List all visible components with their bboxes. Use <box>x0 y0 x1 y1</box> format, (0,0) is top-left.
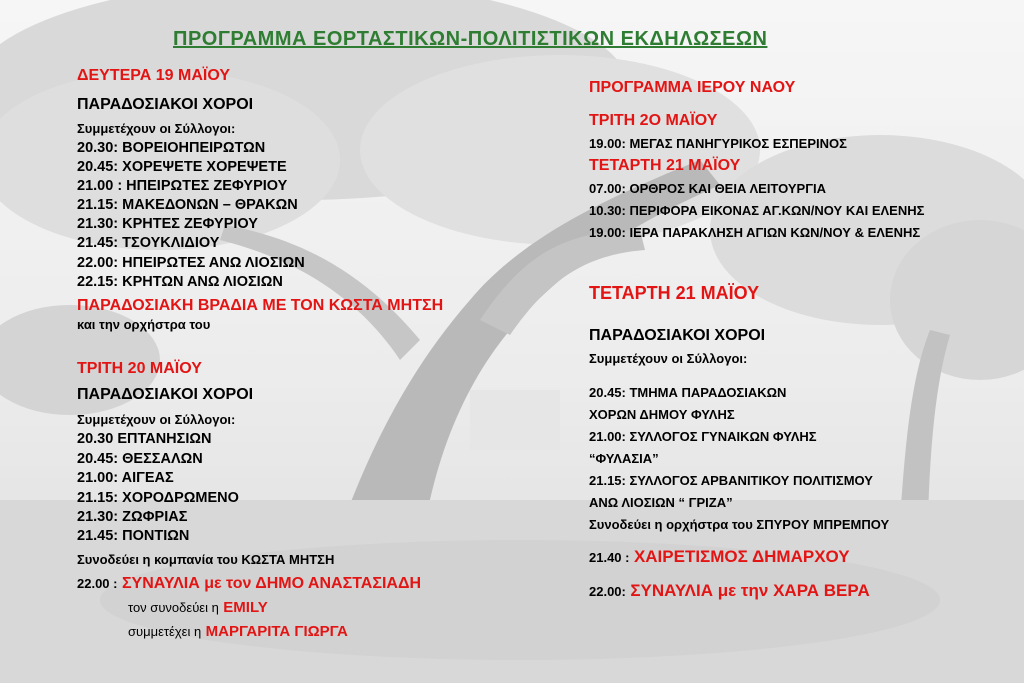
list-item: 10.30: ΠΕΡΙΦΟΡΑ ΕΙΚΟΝΑΣ ΑΓ.ΚΩΝ/ΝΟΥ ΚΑΙ ΕΛΕΝΗΣ <box>589 203 925 218</box>
list-item: 21.30: ΚΡΗΤΕΣ ΖΕΦΥΡΙΟΥ <box>77 216 258 232</box>
day2-company: Συνοδεύει η κομπανία του ΚΩΣΤΑ ΜΗΤΣΗ <box>77 552 335 567</box>
day1-evening: ΠΑΡΑΔΟΣΙΑΚΗ ΒΡΑΔΙΑ ΜΕ ΤΟΝ ΚΩΣΤΑ ΜΗΤΣΗ <box>77 297 444 314</box>
list-item: 21.30: ΖΩΦΡΙΑΣ <box>77 509 188 525</box>
greet-text: ΧΑΙΡΕΤΙΣΜΟΣ ΔΗΜΑΡΧΟΥ <box>633 547 850 566</box>
day2-heading: ΠΑΡΑΔΟΣΙΑΚΟΙ ΧΟΡΟΙ <box>77 386 254 403</box>
concert-name: ΣΥΝΑΥΛΙΑ με τον ΔΗΜΟ ΑΝΑΣΤΑΣΙΑΔΗ <box>121 575 421 592</box>
concert-time: 22.00 : <box>77 576 118 591</box>
list-item: “ΦΥΛΑΣΙΑ” <box>589 451 659 466</box>
list-item: 19.00: ΙΕΡΑ ΠΑΡΑΚΛΗΣΗ ΑΓΙΩΝ ΚΩΝ/ΝΟΥ & ΕΛΕΝΗΣ <box>589 225 921 240</box>
day1-date: ΔΕΥΤΕΡΑ 19 ΜΑΪΟΥ <box>77 67 231 84</box>
list-item: 21.45: ΠΟΝΤΙΩΝ <box>77 528 190 544</box>
day2-with1 <box>128 600 268 616</box>
day3-date: ΤΕΤΑΡΤΗ 21 ΜΑΪΟΥ <box>589 283 760 303</box>
list-item: 21.15: ΣΥΛΛΟΓΟΣ ΑΡΒΑΝΙΤΙΚΟΥ ΠΟΛΙΤΙΣΜΟΥ <box>589 473 873 488</box>
list-item: 21.45: ΤΣΟΥΚΛΙΔΙΟΥ <box>77 235 220 251</box>
day2-with2 <box>128 624 348 640</box>
church-day2-date: ΤΕΤΑΡΤΗ 21 ΜΑΪΟΥ <box>589 157 741 174</box>
list-item: 20.45: ΧΟΡΕΨΕΤΕ ΧΟΡΕΨΕΤΕ <box>77 159 287 175</box>
list-item: 20.30 ΕΠΤΑΝΗΣΙΩΝ <box>77 431 212 447</box>
concert-time: 22.00: <box>589 584 626 599</box>
day1-evening-sub: και την ορχήστρα του <box>77 317 211 332</box>
list-item: 07.00: ΟΡΘΡΟΣ ΚΑΙ ΘΕΙΑ ΛΕΙΤΟΥΡΓΙΑ <box>589 181 827 196</box>
with2-name: ΜΑΡΓΑΡΙΤΑ ΓΙΩΡΓΑ <box>205 623 348 640</box>
list-item: 20.30: ΒΟΡΕΙΟΗΠΕΙΡΩΤΩΝ <box>77 140 266 156</box>
church-title: ΠΡΟΓΡΑΜΜΑ ΙΕΡΟΥ ΝΑΟΥ <box>589 79 796 96</box>
list-item: 21.00: ΣΥΛΛΟΓΟΣ ΓΥΝΑΙΚΩΝ ΦΥΛΗΣ <box>589 429 817 444</box>
list-item: 20.45: ΤΜΗΜΑ ΠΑΡΑΔΟΣΙΑΚΩΝ <box>589 385 787 400</box>
day1-intro: Συμμετέχουν οι Σύλλογοι: <box>77 121 236 136</box>
list-item: ΑΝΩ ΛΙΟΣΙΩΝ “ ΓΡΙΖΑ” <box>589 495 733 510</box>
day3-heading: ΠΑΡΑΔΟΣΙΑΚΟΙ ΧΟΡΟΙ <box>589 327 766 344</box>
list-item: 22.00: ΗΠΕΙΡΩΤΕΣ ΑΝΩ ΛΙΟΣΙΩΝ <box>77 255 305 271</box>
church-day1-item: 19.00: ΜΕΓΑΣ ΠΑΝΗΓΥΡΙΚΟΣ ΕΣΠΕΡΙΝΟΣ <box>589 136 847 151</box>
day3-greeting <box>589 548 850 566</box>
page-title: ΠΡΟΓΡΑΜΜΑ ΕΟΡΤΑΣΤΙΚΩΝ-ΠΟΛΙΤΙΣΤΙΚΩΝ ΕΚΔΗΛΩΣΕΩΝ <box>173 28 768 50</box>
list-item: 21.00 : ΗΠΕΙΡΩΤΕΣ ΖΕΦΥΡΙΟΥ <box>77 178 288 194</box>
church-day1-date: ΤΡΙΤΗ 2Ο ΜΑΪΟΥ <box>589 112 718 129</box>
day2-date: ΤΡΙΤΗ 20 ΜΑΪΟΥ <box>77 360 202 377</box>
list-item: ΧΟΡΩΝ ΔΗΜΟΥ ΦΥΛΗΣ <box>589 407 735 422</box>
list-item: 21.00: ΑΙΓΕΑΣ <box>77 470 174 486</box>
list-item: 21.15: ΧΟΡΟΔΡΩΜΕΝΟ <box>77 490 239 506</box>
with1-prefix: τον συνοδεύει η <box>128 600 219 615</box>
with1-name: EMILY <box>223 599 268 616</box>
with2-prefix: συμμετέχει η <box>128 624 202 639</box>
list-item: 22.15: ΚΡΗΤΩΝ ΑΝΩ ΛΙΟΣΙΩΝ <box>77 274 283 290</box>
day2-concert <box>77 576 421 592</box>
day2-intro: Συμμετέχουν οι Σύλλογοι: <box>77 412 236 427</box>
list-item: 21.15: ΜΑΚΕΔΟΝΩΝ – ΘΡΑΚΩΝ <box>77 197 298 213</box>
list-item: 20.45: ΘΕΣΣΑΛΩΝ <box>77 451 203 467</box>
day3-concert <box>589 582 870 600</box>
concert-name: ΣΥΝΑΥΛΙΑ με την ΧΑΡΑ ΒΕΡΑ <box>630 581 870 600</box>
day3-intro: Συμμετέχουν οι Σύλλογοι: <box>589 351 748 366</box>
list-item: Συνοδεύει η ορχήστρα του ΣΠΥΡΟΥ ΜΠΡΕΜΠΟΥ <box>589 517 890 532</box>
greet-time: 21.40 : <box>589 550 630 565</box>
day1-heading: ΠΑΡΑΔΟΣΙΑΚΟΙ ΧΟΡΟΙ <box>77 96 254 113</box>
